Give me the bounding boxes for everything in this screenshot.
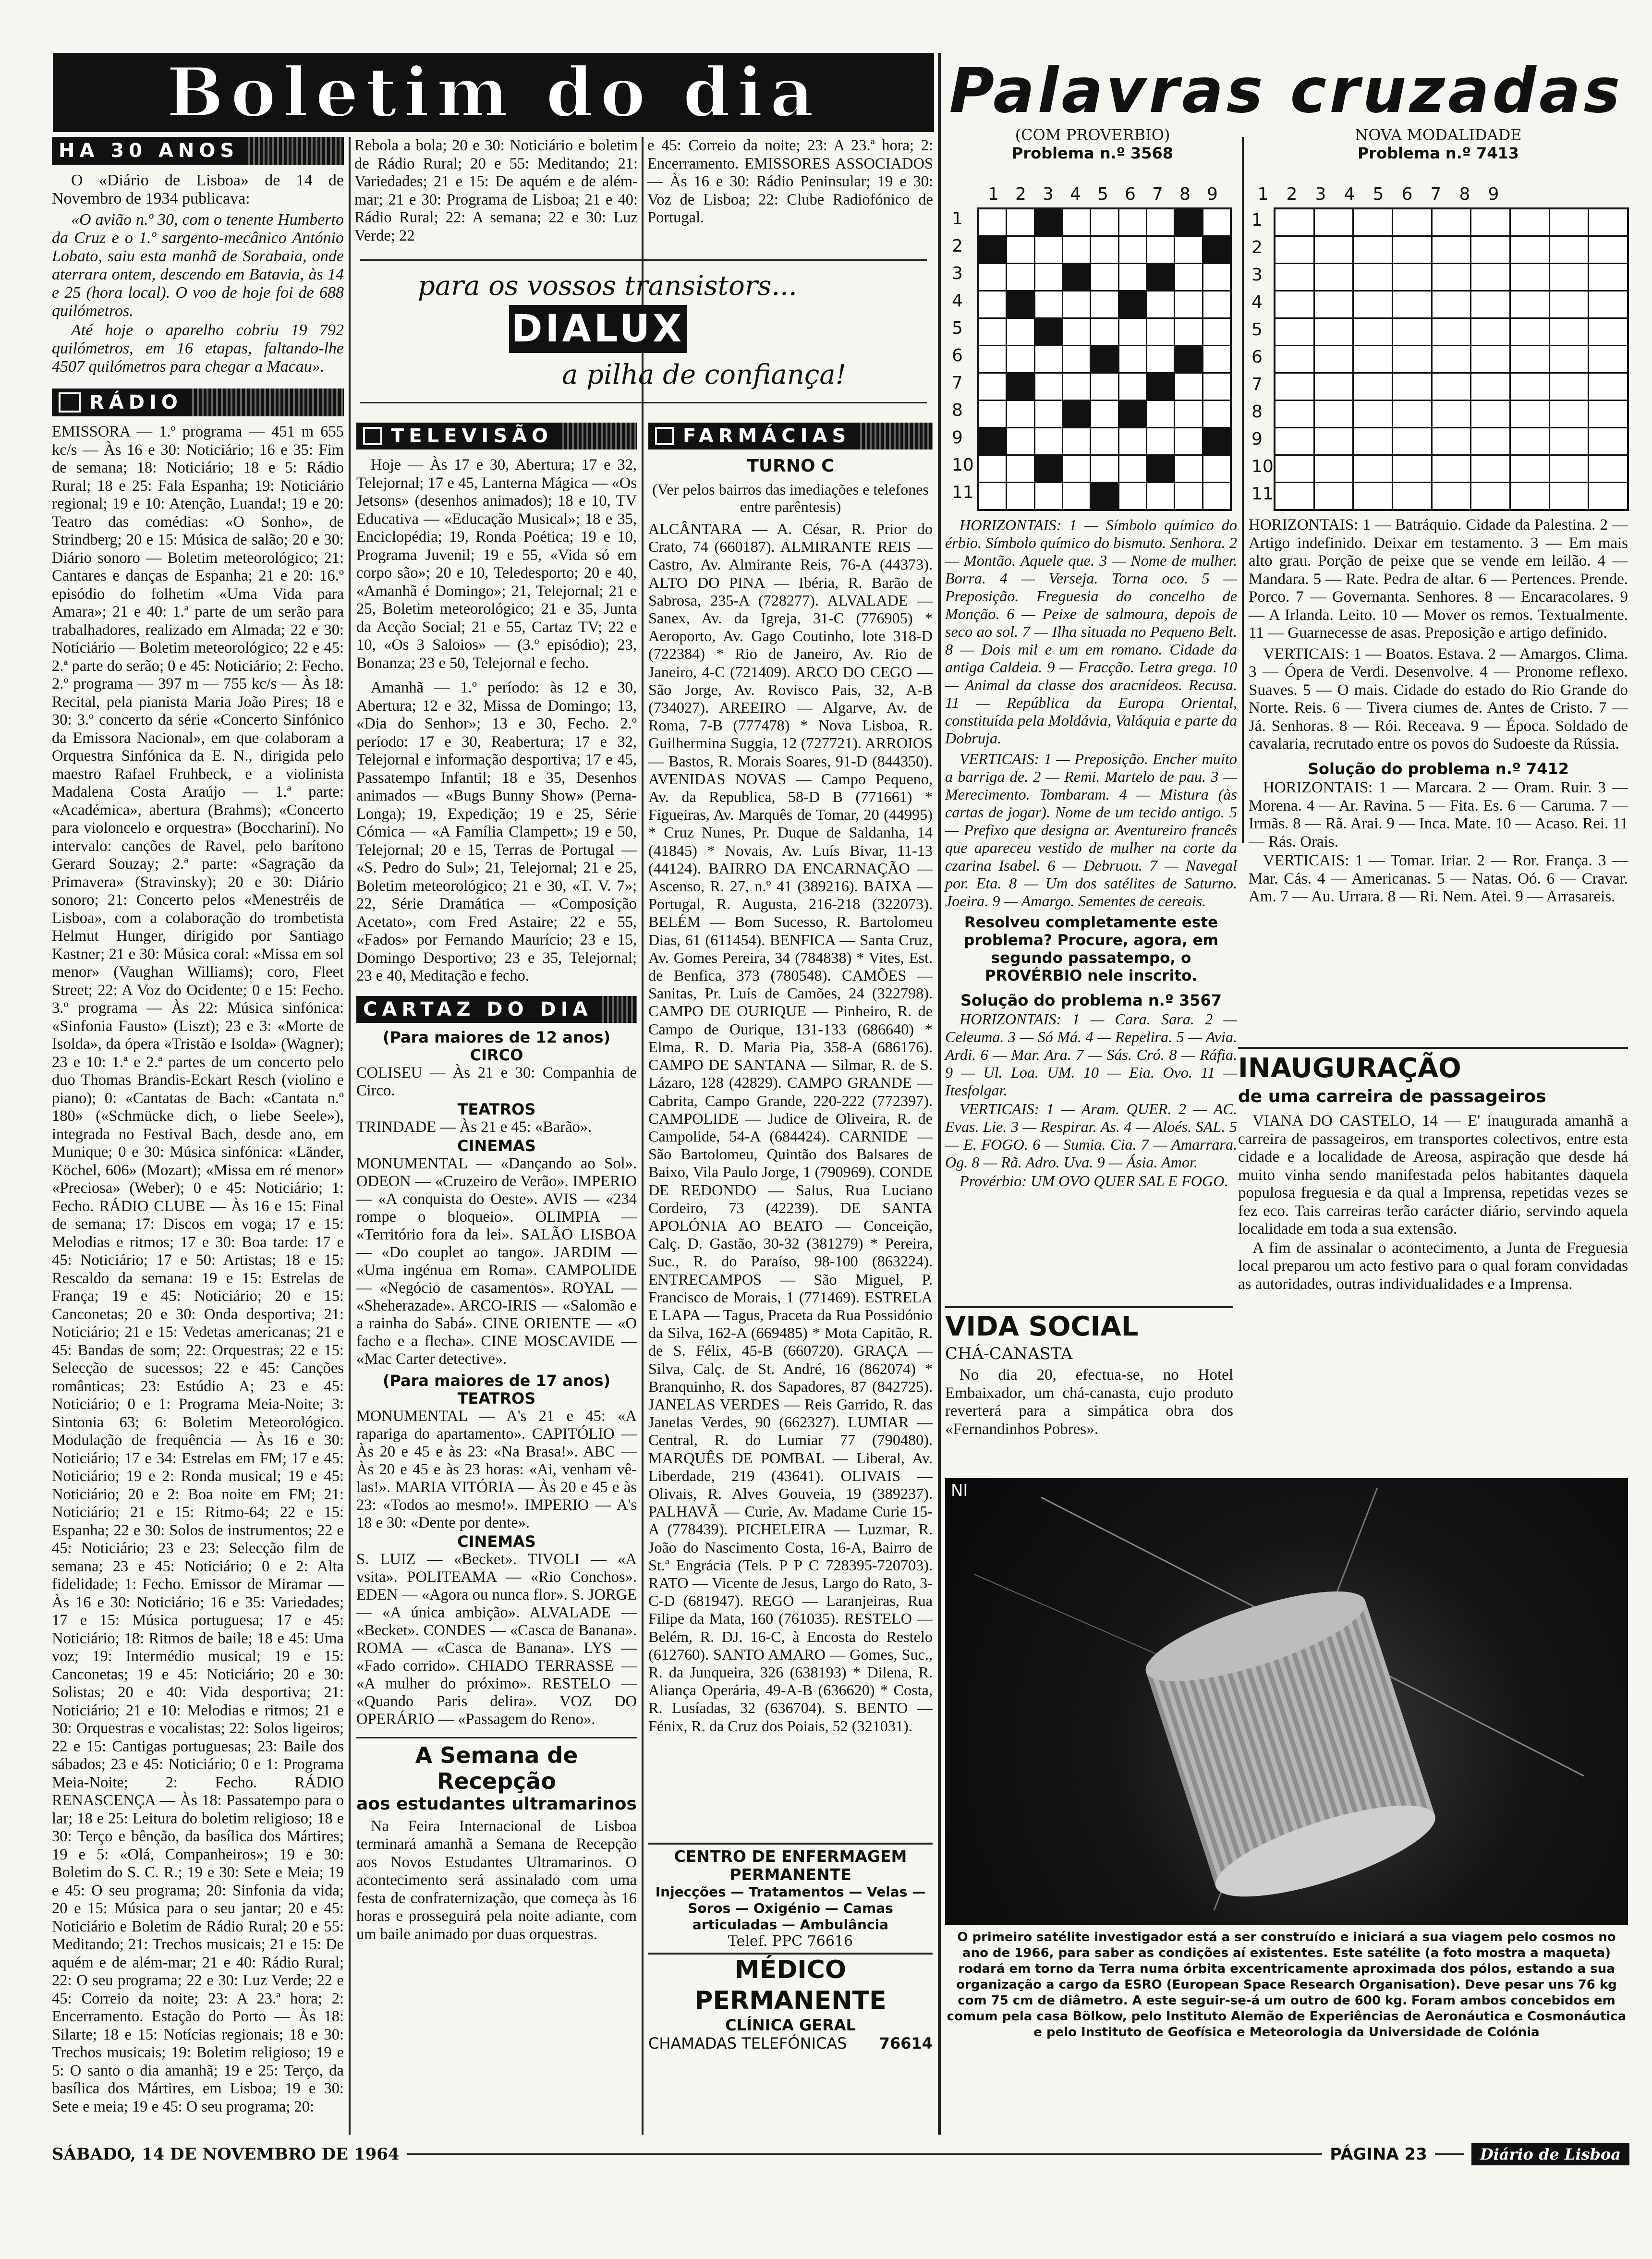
cw1-col-numbers: 1 2 3 4 5 6 7 8 9 [988, 184, 1218, 204]
cw1-solution-title: Solução do problema n.º 3567 [960, 991, 1222, 1009]
crossword-cell[interactable] [1063, 237, 1090, 263]
crossword-cell[interactable] [1175, 374, 1202, 400]
crossword-cell[interactable] [1007, 483, 1033, 509]
satellite-photo [945, 1478, 1628, 1925]
tv-header [356, 423, 637, 449]
section-cinemas: CINEMAS [457, 1136, 536, 1155]
crossword-cell[interactable] [1007, 401, 1033, 427]
crossword-cell[interactable] [1550, 374, 1588, 400]
crossword-cell[interactable] [1203, 209, 1230, 235]
age-rating-17: (Para maiores de 17 anos) [382, 1371, 611, 1390]
crossword-cell[interactable] [1315, 374, 1353, 400]
crossword-cell[interactable] [1433, 346, 1470, 372]
footer [52, 2141, 1629, 2168]
medico-number: 76614 [879, 2034, 933, 2053]
teatros-17-listing: MONUMENTAL — A's 21 e 45: «A rapariga do apartamento». CAPITÓLIO — Às 20 e 45 e às 23: «Na Brasa!». ABC — Às 20 e 45 e às 23 horas: «Ai, venham vê-las!». MARIA VITÓRIA — Às 20 e 45 e às 23: «Todos ao mesmo!». IMPERIO — A's 18 e 30: «Dente por dente». [356, 1407, 637, 1531]
crossword-cell[interactable] [1589, 264, 1627, 290]
crossword-cell[interactable] [1203, 291, 1230, 317]
cw2-verticais: VERTICAIS: 1 — Boatos. Estava. 2 — Amargos. Clima. 3 — Ópera de Verdi. Desenvolve. 4 — Pronome reflexo. Suaves. 5 — O mais. Cidade do estado do Rio Grande do Norte. Reis. 6 — Tivera ciumes de. Antes de Cristo. 7 — Já. Senhoras. 8 — Rói. Receava. 9 — Época. Soldado de cavalaria, recrutado entre os povos do Sudoeste da Rússia. [1249, 645, 1628, 753]
crossword-cell[interactable] [1063, 483, 1090, 509]
crossword-cell[interactable] [1511, 291, 1549, 317]
tv-today: Hoje — Às 17 e 30, Abertura; 17 e 32, Telejornal; 17 e 45, Lanterna Mágica — «Os Jetsons» (desenhos animados); 18 e 10, TV Educativa — «Educação Musical»; 18 e 35, Enciclopédia; 19, Ronda Poética; 19 e 10, Programa Juvenil; 19 e 55, «Vida só em corpo são»; 20 e 10, Teledesporto; 20 e 40, «Amanhã é Domingo»; 21, Telejornal; 21 e 25, Boletim meteorológico; 21 e 35, Junta da Acção Social; 21 e 55, Cartaz TV; 22 e 10, «Os 3 Saloios» — (3.º episódio); 23, Bonanza; 23 e 50, Telejornal e fecho. [356, 456, 637, 672]
crossword-cell[interactable] [1354, 428, 1392, 454]
crossword-cell[interactable] [1203, 483, 1230, 509]
crossword-cell[interactable] [1471, 264, 1509, 290]
crossword-cell[interactable] [1035, 374, 1062, 400]
crossword-cell[interactable] [1589, 428, 1627, 454]
crossword-cell[interactable] [1063, 319, 1090, 345]
crossword-cell[interactable] [1354, 209, 1392, 235]
tv-schedule [356, 456, 637, 985]
crossword-cell[interactable] [1471, 319, 1509, 345]
cw1-verticais: VERTICAIS: 1 — Preposição. Encher muito a barriga de. 2 — Remi. Martelo de pau. 3 — Merecimento. Tombaram. 4 — Mistura (às cartas de jogar). Nome de um tecido antigo. 5 — Prefixo que designa ar. Aventureiro francês que apareceu vestido de mulher na corte da czarina Isabel. 6 — Debruou. 7 — Navegal por. Eta. 8 — Um dos satélites de Saturno. Joeira. 9 — Amargo. Sementes de cereais. [945, 750, 1237, 910]
crossword-cell[interactable] [1511, 346, 1549, 372]
crossword-cell[interactable] [1511, 319, 1549, 345]
crossword-cell[interactable] [1433, 319, 1470, 345]
ad-tagline-bottom: a pilha de confiança! [562, 359, 847, 390]
cw2-col-numbers: 1 2 3 4 5 6 7 8 9 [1257, 184, 1499, 204]
radio-listings-cont: Rebola a bola; 20 e 30: Noticiário e boletim de Rádio Rural; 20 e 55: Meditando; 21: Variedades; 21 e 15: De aquém e de além-mar; 21 e 30: Programa de Lisboa; 21 e 40: Rádio Rural; 22: A semana; 22 e 30: Luz Verde; 22 [354, 137, 638, 244]
crossword-cell[interactable] [1354, 346, 1392, 372]
tv-icon [363, 427, 382, 445]
crossword-cell[interactable] [1393, 374, 1431, 400]
crossword-cell[interactable] [1433, 483, 1470, 509]
cw1-tag: (COM PROVERBIO) [1015, 126, 1170, 144]
crossword-cell[interactable] [1275, 346, 1313, 372]
enfermagem-services: Injecções — Tratamentos — Velas — Soros — Oxigénio — Camas articuladas — Ambulância [655, 1884, 926, 1932]
crossword-cell [1063, 401, 1090, 427]
crossword-cell[interactable] [1035, 483, 1062, 509]
crossword-cell[interactable] [1119, 483, 1146, 509]
turno-note: (Ver pelos bairros das imediações e telefones entre parêntesis) [652, 481, 929, 515]
cw2-row-numbers: 1 2 3 4 5 6 7 8 9 10 11 [1251, 210, 1274, 504]
radio-header [52, 389, 344, 416]
crossword-cell[interactable] [1589, 209, 1627, 235]
crossword-cell[interactable] [1471, 291, 1509, 317]
crossword-cell[interactable] [1007, 456, 1033, 482]
crossword-cell[interactable] [1315, 291, 1353, 317]
radio-listings: EMISSORA — 1.º programa — 451 m 655 kc/s — Às 16 e 30: Noticiário; 16 e 35: Fim de semana; 18: Noticiário; 18 e 5: Rádio Rural; 18 e 25: Fala Espanha; 19: Noticiário regional; 19 e 10: Atenção, Luanda!; 19 e 20: Teatro das comédias: «O Sonho», de Strindberg; 20 e 15: Música de salão; 20 e 30: Diário sonoro — Boletim meteorológico; 21: Cantares e danças de Espanha; 21 e 20: 16.º episódio do folhetim «Uma Vida para Amara»; 21 e 40: 1.ª parte de um serão para trabalhadores, realizado em Almada; 22 e 30: Noticiário — Boletim meteorológico; 22 e 45: 2.ª parte do serão; 0 e 45: Noticiário; 2: Fecho. 2.º programa — 397 m — 755 kc/s — Às 18: Recital, pela pianista Maria João Pires; 18 e 30: 3.º concerto da série «Concerto Sinfónico da Emissora Nacional», em que colaboram a Orquestra Sinfónica da E. N., dirigida pelo maestro Rafael Fruhbeck, e a violinista Madalena Costa Araújo — 1.ª parte: «Académica», abertura (Brahms); «Concerto para violoncelo e orquestra» (Bocchariní). No intervalo: canções de Ravel, pelo barítono Gerard Souzay; 2.ª parte: «Sagração da Primavera» (Stravinsky); 20 e 30: Diário sonoro; 21: Concerto pelos «Menestréis de Lisboa», com a colaboração do trombetista Helmut Hunger, dirigido por Santiago Kastner; 21 e 30: Música coral: «Missa em sol menor» (Vaughan Williams); coro, Fleet Street; 22: A Voz do Ocidente; 0 e 15: Fecho. 3.º programa — Às 22: Música sinfónica: «Sinfonia Fausto» (Liszt); 23 e 3: «Morte de Isolda», da ópera «Tristão e Isolda» (Wagner); 23 e 10: 1.ª e 2.ª partes de um concerto pelo duo Thomas Brandis-Eckart Resch (violino e piano); 0: «Cantatas de Bach: «Cantata n.º 180» («Schmücke dich, o liebe Seele»), integrada no Festival Bach, desde ano, em Munique; 0 e 30: Música sinfónica: «Länder, Köchel, 606» (Mozart); «Missa em ré menor» «Preciosa» (Weber); 0 e 45: Noticiário; 1: Fecho. RÁDIO CLUBE — Às 16 e 15: Final de semana; 17: Discos em voga; 17 e 15: Melodias e ritmos; 17 e 30: Boa tarde: 17 e 45: Noticiário; 17 e 50: Artistas; 18 e 15: Rescaldo da semana: 19 e 15: Estrelas de França; 19 e 45: Noticiário; 20 e 15: Canconetas; 20 e 30: Onda desportiva; 21: Noticiário; 21 e 15: Vedetas americanas; 21 e 45: Bandas de som; 22: Orquestras; 22 e 15: Selecção de sucessos; 22 e 45: Canções românticas; 23: Estúdio A; 23 e 45: Noticiário; 0 e 1: Programa Meia-Noite; 3: Sintonia 63; 6: Boletim Meteorológico. Modulação de frequência — Às 16 e 30: Noticiário; 17 e 34: Estrelas em FM; 17 e 45: Noticiário; 19 e 2: Ronda musical; 19 e 45: Noticiário; 20 e 2: Boa noite em FM; 21: Noticiário; 21 e 15: Ritmo-64; 22 e 15: Espanha; 22 e 30: Solos de instrumentos; 22 e 45: Noticiário; 23 e 23: Selecção film de semana; 23 e 45: Noticiário; 0 e 2: Alta fidelidade; 1: Fecho. Emissor de Miramar — Às 16 e 30: Noticiário; 16 e 35: Variedades; 17 e 15: Música portuguesa; 17 e 45: Noticiário; 18: Ritmos de baile; 18 e 45: Uma voz; 19: Intermédio musical; 19 e 15: Canconetas; 19 e 45: Noticiário; 20 e 30: Solistas; 20 e 40: Vida desportiva; 21: Noticiário; 21 e 10: Melodias e ritmos; 21 e 30: Orquestras e vocalistas; 22: Solos ligeiros; 22 e 15: Cantigas portuguesas; 23: Baile dos sábados; 23 e 45: Noticiário; 0 e 1: Programa Meia-Noite; 2: Fecho. RÁDIO RENASCENÇA — Às 18: Passatempo para o lar; 18 e 25: Leitura do boletim religioso; 18 e 30: Terço e bênção, da basílica dos Mártires; 19 e 5: «Olá, Companheiros»; 19 e 30: Boletim do S. C. R.; 19 e 30: Sete e Meia; 19 e 45: O seu programa; 20: Sinfonia da vida; 20 e 15: Música para o seu jantar; 20 e 45: Noticiário e Boletim de Rádio Rural; 20 e 55: Meditando; 21: Trechos musicais; 21 e 15: De aquém e de além-mar; 21 e 40: Rádio Rural; 22: O seu programa; 22 e 30: Luz Verde; 22 e 45: Correio da noite; 23: A 23.ª hora; 2: Encerramento. Estação do Porto — Às 18: Silarte; 18 e 15: Notícias regionais; 18 e 30: Trechos musicais; 19: Boletim religioso; 19 e 5: O santo o dia amanhã; 19 e 25: Terço, da basílica dos Mártires, em Lisboa; 19 e 30: Sete e meia; 19 e 45: O seu programa; 20: [52, 423, 344, 2115]
inauguracao-text: VIANA DO CASTELO, 14 — E' inaugurada amanhã a carreira de passageiros, em transportes colectivos, entre esta cidade e a localidade de Areosa, aspiração que desde há muito vinha sendo manifestada pelos habitantes daquela populosa freguesia e da qual a Imprensa, repetidas vezes se fez eco. Tais carreiras terão carácter diário, servindo aquela localidade em toda a sua extensão. [1238, 1112, 1628, 1238]
crossword-cell[interactable] [1007, 428, 1033, 454]
crossword-cell[interactable] [1063, 456, 1090, 482]
crossword-cell[interactable] [1007, 237, 1033, 263]
crossword-cell[interactable] [1354, 264, 1392, 290]
crossword-cell[interactable] [1147, 346, 1174, 372]
tv-label: TELEVISÃO [391, 425, 553, 447]
crossword-cell[interactable] [1393, 209, 1431, 235]
vida-social-text: No dia 20, efectua-se, no Hotel Embaixador, um chá-canasta, cujo produto reverterá para a simpática obra dos «Fernandinhos Pobres». [945, 1366, 1233, 1438]
crossword-cell[interactable] [1550, 456, 1588, 482]
cw2-solution-title: Solução do problema n.º 7412 [1307, 759, 1569, 778]
crossword-cell[interactable] [1035, 264, 1062, 290]
crossword-cell[interactable] [1471, 428, 1509, 454]
enfermagem-box [648, 1843, 933, 1955]
radio-icon [59, 392, 81, 413]
crossword-cell[interactable] [1063, 346, 1090, 372]
cw1-resolveu: Resolveu completamente este problema? Procure, agora, em segundo passatempo, o PROVÉRBIO nele inscrito. [964, 914, 1218, 984]
crossword-cell[interactable] [1035, 237, 1062, 263]
crossword-cell[interactable] [1275, 209, 1313, 235]
crossword-cell[interactable] [1275, 264, 1313, 290]
cw1-horizontais: HORIZONTAIS: 1 — Símbolo químico do érbio. Símbolo químico do bismuto. Senhora. 2 — Montão. Aquele que. 3 — Nome de mulher. Borra. 4 — Verseja. Torna oco. 5 — Preposição. Freguesia do concelho de Monção. 6 — Peixe de salmoura, depois de seco ao sol. 7 — Ilha situada no Pequeno Belt. 8 — Dois mil e um em romano. Cidade da antiga Caldeia. 9 — Fracção. Letra grega. 10 — Animal da classe dos aracnídeos. Recusa. 11 — República da Europa Oriental, constituída pela Moldávia, Valáquia e parte da Dobruja. [945, 516, 1237, 747]
crossword-cell[interactable] [1471, 456, 1509, 482]
crossword-cell[interactable] [1433, 401, 1470, 427]
section-cinemas-17: CINEMAS [457, 1532, 536, 1551]
cinemas-17-listing: S. LUIZ — «Becket». TIVOLI — «A vsita». POLITEAMA — «Rio Conchos». EDEN — «Agora ou nunca flor». S. JORGE — «A única ambição». ALVALADE — «Becket». CONDES — «Casca de Banana». ROMA — «Casca de Banana». LYS — «Fado corrido». CHIADO TERRASSE — «A mulher do próximo». RESTELO — «Quando Paris delira». VOZ DO OPERÁRIO — «Passagem do Reno». [356, 1550, 637, 1728]
farmacias-label: FARMÁCIAS [683, 425, 851, 447]
crossword-cell[interactable] [1433, 209, 1470, 235]
crossword-cell [1007, 291, 1033, 317]
crossword-cell [1147, 264, 1174, 290]
crossword-cell[interactable] [1315, 401, 1353, 427]
crossword-cell [1119, 401, 1146, 427]
cw2-clues [1249, 516, 1628, 907]
section-teatros-17: TEATROS [457, 1389, 536, 1408]
crossword-cell[interactable] [1511, 264, 1549, 290]
crossword-cell[interactable] [1393, 428, 1431, 454]
crossword-cell[interactable] [1550, 483, 1588, 509]
semana-title: A Semana de Recepção [356, 1737, 637, 1794]
crossword-cell[interactable] [1007, 209, 1033, 235]
photo-corner-mark: NI [951, 1481, 968, 1500]
crossword-cell [1203, 237, 1230, 263]
cw2-horizontais: HORIZONTAIS: 1 — Batráquio. Cidade da Palestina. 2 — Artigo indefinido. Deixar em testamento. 3 — Em mais alto grau. Porção de peixe que se vende em leilão. 4 — Mandara. 5 — Rate. Pedra de altar. 6 — Pertences. Prende. Porco. 7 — Governanta. Senhores. 8 — Encaracolares. 9 — A Irlanda. Leito. 10 — Mover os remos. Textualmente. 11 — Guarnecesse de asas. Preposição e artigo definido. [1249, 516, 1628, 642]
crossword-cell[interactable] [1063, 374, 1090, 400]
crossword-cell[interactable] [1275, 291, 1313, 317]
crossword-cell[interactable] [1550, 209, 1588, 235]
crossword-cell[interactable] [1550, 346, 1588, 372]
crossword-cell[interactable] [1147, 428, 1174, 454]
crossword-cell[interactable] [979, 209, 1006, 235]
crossword-cell[interactable] [1433, 374, 1470, 400]
crossword-cell[interactable] [1315, 428, 1353, 454]
enfermagem-phone: Telef. PPC 76616 [728, 1933, 853, 1950]
farmacias-header [648, 423, 933, 449]
crossword-cell[interactable] [1393, 264, 1431, 290]
crossword-cell[interactable] [1275, 374, 1313, 400]
crossword-cell[interactable] [1203, 319, 1230, 345]
crossword-cell[interactable] [1275, 237, 1313, 263]
dialux-logo: DIALUX [509, 305, 687, 353]
dialux-ad [360, 259, 927, 403]
inauguracao-text2: A fim de assinalar o acontecimento, a Junta de Freguesia local preparou um acto festivo para o qual foram convidadas as autoridades, outras individualidades e a Imprensa. [1238, 1239, 1628, 1293]
crossword-cell[interactable] [1275, 456, 1313, 482]
radio-label: RÁDIO [89, 391, 182, 413]
crossword-cell[interactable] [1119, 428, 1146, 454]
pharmacy-icon [655, 427, 674, 445]
crossword-cell [1007, 374, 1033, 400]
cw1-problem: Problema n.º 3568 [1011, 144, 1174, 162]
crossword-cell [1119, 291, 1146, 317]
ha30-quote-end: Até hoje o aparelho cobriu 19 792 quilómetros, em 16 etapas, faltando-lhe 4507 quilómetros para chegar a Macau». [52, 321, 344, 376]
cw2-tag: NOVA MODALIDADE [1355, 126, 1522, 144]
footer-date: SÁBADO, 14 DE NOVEMBRO DE 1964 [52, 2145, 400, 2164]
column-rule [642, 137, 644, 2135]
crossword-cell[interactable] [1119, 346, 1146, 372]
crossword-cell [1203, 428, 1230, 454]
crossword-cell[interactable] [1035, 428, 1062, 454]
crossword-cell[interactable] [1275, 428, 1313, 454]
crossword-cell[interactable] [1175, 237, 1202, 263]
crossword-cell[interactable] [1511, 237, 1549, 263]
crossword-cell[interactable] [979, 401, 1006, 427]
crossword-cell[interactable] [1315, 209, 1353, 235]
crossword-cell[interactable] [1511, 456, 1549, 482]
crossword-cell[interactable] [1393, 401, 1431, 427]
ha30-article [52, 171, 344, 376]
ha30-quote: «O avião n.º 30, com o tenente Humberto da Cruz e o 1.º sargento-mecânico António Lobato, saiu esta manhã de Sorabaia, onde aterrara ontem, descendo em Batavia, às 14 e 25 (hora local). O voo de hoje foi de 688 quilómetros. [52, 211, 344, 320]
crossword-cell[interactable] [1091, 428, 1118, 454]
crossword-cell[interactable] [1147, 209, 1174, 235]
crossword-cell[interactable] [1589, 319, 1627, 345]
ha30-header [52, 137, 344, 165]
crossword-cell[interactable] [979, 374, 1006, 400]
column-rule [938, 53, 941, 2135]
crossword-cell[interactable] [1175, 264, 1202, 290]
crossword-cell [979, 428, 1006, 454]
crossword-cell[interactable] [1550, 319, 1588, 345]
crossword-cell[interactable] [1589, 401, 1627, 427]
cartaz-label: CARTAZ DO DIA [363, 998, 593, 1020]
crossword-cell[interactable] [1393, 319, 1431, 345]
satellite-illustration [945, 1478, 1628, 1925]
crossword-cell [1091, 483, 1118, 509]
crossword-cell[interactable] [1471, 237, 1509, 263]
crossword-cell[interactable] [1091, 456, 1118, 482]
crossword-cell[interactable] [1550, 428, 1588, 454]
crossword-cell[interactable] [1147, 291, 1174, 317]
crossword-cell[interactable] [1203, 456, 1230, 482]
crossword-cell[interactable] [1393, 483, 1431, 509]
circo-listing: COLISEU — Às 21 e 30: Companhia de Circo. [356, 1064, 637, 1099]
column-rule [349, 137, 351, 2135]
crossword-cell[interactable] [1589, 374, 1627, 400]
tv-tomorrow: Amanhã — 1.º período: às 12 e 30, Abertura; 12 e 32, Missa de Domingo; 13, «Dia do Senhor»; 13 e 30, Fecho. 2.º período: 17 e 30, Reabertura; 17 e 32, Telejornal e informação desportiva; 17 e 45, Passatempo Infantil; 18 e 35, Desenhos animados — «Bugs Bunny Show» (Perna-Longa); 19, Expedição; 19 e 25, Série Cómica — «A Família Clampett»; 19 e 50, Telejornal; 20 e 15, Terras de Portugal — «S. Pedro do Sul»; 21, Telejornal; 21 e 25, Boletim meteorológico; 21 e 30, «T. V. 7»; 22, Série Dramática — «Composição Acetato», com Fred Astaire; 22 e 55, «Fados» por Fernando Maurício; 23 e 15, Domingo Desportivo; 23 e 35, Telejornal; 23 e 40, Meditação e fecho. [356, 679, 637, 984]
crossword-cell[interactable] [1354, 401, 1392, 427]
crossword-cell[interactable] [1433, 428, 1470, 454]
pharmacy-list: ALCÂNTARA — A. César, R. Prior do Crato, 74 (660187). ALMIRANTE REIS — Castro, Av. Almirante Reis, 76-A (44373). ALTO DO PINA — Ibéria, R. Barão de Sabrosa, 235-A (728277). ALVALADE — Sanex, Av. da Igreja, 31-C (776905) * Aeroporto, Av. Gago Coutinho, lote 318-D (722384) * Rio de Janeiro, Av. Rio de Janeiro, 4-C (721409). ARCO DO CEGO — São Jorge, Av. Rovisco Pais, 32, A-B (734027). AREEIRO — Algarve, Av. de Roma, 7-B (777478) * Nova Lisboa, R. Guilhermina Suggia, 12 (727721). ARROIOS — Bastos, R. Morais Soares, 91-D (844350). AVENIDAS NOVAS — Campo Pequeno, Av. da Republica, 58-D B (771661) * Figueiras, Av. Marquês de Tomar, 20 (44995) * Cruz Nunes, Pr. Duque de Saldanha, 14 (41845) * Novais, Av. Luís Bivar, 11-13 (44124). BAIRRO DA ENCARNAÇÃO — Ascenso, R. 27, n.º 41 (389216). BAIXA — Portugal, R. Augusta, 216-218 (322073). BELÉM — Bom Sucesso, R. Bartolomeu Dias, 61 (611454). BENFICA — Santa Cruz, Av. Gomes Pereira, 34 (784838) * Vites, Est. de Benfica, 373 (780548). CAMÕES — Sanitas, Pr. Luís de Camões, 24 (322798). CAMPO DE OURIQUE — Pinheiro, R. de Campo de Ourique, 131-133 (686640) * Elma, R. D. Maria Pia, 358-A (686176). CAMPO DE SANTANA — Silmar, R. de S. Lázaro, 128 (42829). CAMPO GRANDE — Cabrita, Campo Grande, 220-222 (772397). CAMPOLIDE — Judice de Oliveira, R. de Campolide, 54-A (684424). CARNIDE — São Bartolomeu, Quintão dos Balsares de Baixo, Vila Paulo Jorge, 1 (790969). CONDE DE REDONDO — Salus, Rua Luciano Cordeiro, 73 (42239). DE SANTA APOLÓNIA AO BEATO — Conceição, Calç. D. Gastão, 30-32 (381279) * Pereira, Suc., R. do Paraíso, 98-100 (863224). ENTRECAMPOS — São Miguel, P. Francisco de Morais, 1 (771469). ESTRELA E LAPA — Tagus, Praceta da Rua Possidónio da Silva, 162-A (669485) * Mota Capitão, R. de S. Félix, 45-B (660720). GRAÇA — Silva, Calç. de St. André, 16 (862074) * Branquinho, R. dos Sapadores, 87 (842725). JANELAS VERDES — Reis Garrido, R. das Janelas Verdes, 90 (662327). LUMIAR — Central, R. do Lumiar 77 (790480). MARQUÊS DE POMBAL — Liberal, Av. Liberdade, 219 (43641). OLIVAIS — Olivais, R. Alves Gouveia, 19 (389237). PALHAVÃ — Curie, Av. Madame Curie 15-A (778439). PICHELEIRA — Luzmar, R. João do Nascimento Costa, 16-A, Bairro de St.ª Engrácia (Tels. P P C 728395-720703). RATO — Vicente de Jesus, Largo do Rato, 3-C-D (681947). REGO — Laranjeiras, Rua Filipe da Mata, 160 (761035). RESTELO — Belém, R. DJ. 16-C, à Encosta do Restelo (612760). SANTO AMARO — Gomes, Suc., R. da Junqueira, 326 (638193) * Dilena, R. Aliança Operária, 49-A-B (636620) * Costa, R. Lusíadas, 32 (636704). S. BENTO — Fénix, R. da Cruz dos Poiais, 52 (321031). [648, 520, 933, 1735]
crossword-cell[interactable] [1275, 401, 1313, 427]
masthead-banner [53, 53, 934, 132]
crossword-cell[interactable] [1315, 264, 1353, 290]
crossword-cell[interactable] [1275, 319, 1313, 345]
crossword-cell [1035, 209, 1062, 235]
crossword-cell[interactable] [1354, 291, 1392, 317]
crossword-cell[interactable] [1393, 237, 1431, 263]
crossword-cell[interactable] [1091, 319, 1118, 345]
crossword-cell[interactable] [1063, 291, 1090, 317]
teatros-listing: TRINDADE — Às 21 e 45: «Barão». [356, 1118, 592, 1136]
crossword-cell[interactable] [1091, 264, 1118, 290]
cw1-row-numbers: 1 2 3 4 5 6 7 8 9 10 11 [952, 209, 974, 502]
crossword-cell[interactable] [1589, 346, 1627, 372]
medico-title: MÉDICO PERMANENTE [694, 1955, 887, 2015]
radio-listings-end: e 45: Correio da noite; 23: A 23.ª hora; 2: Encerramento. EMISSORES ASSOCIADOS — Às 16 e 30: Rádio Peninsular; 19 e 30: Voz de Lisboa; 22: Clube Radiofónico de Portugal. [647, 137, 933, 226]
crossword-cell[interactable] [1511, 209, 1549, 235]
crossword-cell[interactable] [1471, 374, 1509, 400]
crossword-cell[interactable] [1315, 319, 1353, 345]
crossword-cell[interactable] [1063, 428, 1090, 454]
crossword-grid-7413[interactable] [1274, 207, 1629, 511]
crossword-cell[interactable] [1393, 291, 1431, 317]
masthead-title: Boletim do dia [166, 52, 821, 133]
crossword-cell[interactable] [1589, 291, 1627, 317]
crossword-cell[interactable] [1354, 483, 1392, 509]
footer-page: PÁGINA 23 [1330, 2145, 1427, 2164]
semana-subtitle: aos estudantes ultramarinos [356, 1794, 637, 1814]
crossword-cell[interactable] [979, 483, 1006, 509]
crossword-cell[interactable] [1147, 319, 1174, 345]
crossword-cell[interactable] [1007, 319, 1033, 345]
column-rule [1242, 137, 1244, 843]
crossword-cell[interactable] [1433, 456, 1470, 482]
cw1-clues [945, 516, 1237, 1191]
crossword-cell[interactable] [1091, 237, 1118, 263]
photo-caption: O primeiro satélite investigador está a ser construído e iniciará a sua viagem pelo cosmos no ano de 1966, para saber as condições aí existentes. Este satélite (a foto mostra a maqueta) rodará em torno da Terra numa órbita excentricamente aproximada dos pólos, estando a sua organização a cargo da ESRO (European Space Research Organisation). Deve pesar uns 76 kg com 75 cm de diâmetro. A este seguir-se-á um outro de 600 kg. Foram ambos concebidos em comum pela casa Bölkow, pelo Instituto Alemão de Experiências de Aeronáutica e Cosmonáutica e pelo Instituto de Geofísica e Meteorologia da Universidade de Colónia [947, 1930, 1627, 2040]
crossword-cell[interactable] [1175, 401, 1202, 427]
vida-social-title: VIDA SOCIAL [945, 1306, 1233, 1342]
crossword-cell[interactable] [1589, 456, 1627, 482]
crossword-cell[interactable] [1471, 483, 1509, 509]
section-teatros: TEATROS [457, 1100, 536, 1118]
crossword-cell[interactable] [1035, 291, 1062, 317]
crossword-cell[interactable] [1550, 264, 1588, 290]
crossword-cell[interactable] [979, 319, 1006, 345]
age-rating-12: (Para maiores de 12 anos) [382, 1028, 611, 1046]
inauguracao-title: INAUGURAÇÃO [1238, 1047, 1628, 1084]
crossword-cell[interactable] [1393, 456, 1431, 482]
crossword-grid-3568[interactable] [977, 207, 1232, 511]
crossword-cell[interactable] [1315, 346, 1353, 372]
crossword-cell[interactable] [1315, 483, 1353, 509]
ad-tagline-top: para os vossos transistors... [418, 270, 797, 302]
vida-social-sub: CHÁ-CANASTA [945, 1344, 1073, 1363]
crossword-cell[interactable] [1119, 456, 1146, 482]
crossword-cell[interactable] [1511, 401, 1549, 427]
crossword-cell[interactable] [1511, 483, 1549, 509]
crossword-cell[interactable] [1119, 209, 1146, 235]
crossword-cell[interactable] [979, 456, 1006, 482]
cinemas-listing: MONUMENTAL — «Dançando ao Sol». ODEON — «Cruzeiro de Verão». IMPERIO — «A conquista do Oeste». AVIS — «234 rompe o bloqueio». OLIMPIA — «Território fora da lei». SALÃO LISBOA — «Do couplet ao tango». JARDIM — «Uma ingénua em Roma». CAMPOLIDE — «Negócio de casamentos». ROYAL — «Sheherazade». ARCO-IRIS — «Salomão e a rainha do Sabá». CINE ORIENTE — «O facho e a flecha». CINE MOSCAVIDE — «Mac Carter detective». [356, 1154, 637, 1368]
crossword-cell[interactable] [1175, 456, 1202, 482]
crossword-cell[interactable] [1091, 209, 1118, 235]
crossword-cell[interactable] [1119, 374, 1146, 400]
crossword-cell[interactable] [1433, 291, 1470, 317]
crossword-cell[interactable] [1175, 483, 1202, 509]
crossword-cell[interactable] [1433, 264, 1470, 290]
crossword-cell[interactable] [1035, 346, 1062, 372]
crossword-cell[interactable] [1550, 237, 1588, 263]
crossword-cell[interactable] [1091, 291, 1118, 317]
crossword-cell[interactable] [1203, 346, 1230, 372]
crossword-cell[interactable] [1119, 237, 1146, 263]
crossword-cell[interactable] [1147, 237, 1174, 263]
crossword-cell [1175, 346, 1202, 372]
crossword-cell [1035, 319, 1062, 345]
enfermagem-title: CENTRO DE ENFERMAGEM PERMANENTE [674, 1847, 907, 1884]
cartaz-header [356, 996, 637, 1023]
crossword-cell[interactable] [979, 264, 1006, 290]
crossword-cell [1035, 456, 1062, 482]
crossword-cell [1175, 209, 1202, 235]
crossword-cell[interactable] [979, 346, 1006, 372]
crossword-cell [1147, 456, 1174, 482]
crossword-cell[interactable] [1007, 346, 1033, 372]
crossword-cell[interactable] [1119, 319, 1146, 345]
crossword-cell [1091, 346, 1118, 372]
crossword-cell[interactable] [1091, 401, 1118, 427]
crossword-cell[interactable] [1175, 319, 1202, 345]
crossword-cell[interactable] [1147, 401, 1174, 427]
crossword-cell[interactable] [1433, 237, 1470, 263]
crossword-cell[interactable] [1147, 483, 1174, 509]
crossword-cell[interactable] [1315, 456, 1353, 482]
crossword-cell[interactable] [1550, 291, 1588, 317]
crossword-cell[interactable] [1035, 401, 1062, 427]
crossword-cell[interactable] [1471, 401, 1509, 427]
crossword-cell[interactable] [1550, 401, 1588, 427]
inauguracao-subtitle: de uma carreira de passageiros [1238, 1087, 1546, 1106]
cw2-solution-h: HORIZONTAIS: 1 — Marcara. 2 — Oram. Ruir. 3 — Morena. 4 — Ar. Ravina. 5 — Fita. Es. 6 — Caruma. 7 — Irmãs. 8 — Rã. Arai. 9 — Inca. Mate. 10 — Acaso. Rei. 11 — Rás. Orais. [1249, 779, 1628, 850]
crossword-cell[interactable] [1511, 374, 1549, 400]
crossword-title: Palavras cruzadas [949, 55, 1623, 127]
medico-calls: CHAMADAS TELEFÓNICAS [648, 2034, 847, 2053]
crossword-cell[interactable] [1471, 346, 1509, 372]
crossword-cell[interactable] [1393, 346, 1431, 372]
turno-title: TURNO C [747, 456, 834, 476]
crossword-cell[interactable] [1315, 237, 1353, 263]
crossword-cell[interactable] [1119, 264, 1146, 290]
crossword-cell[interactable] [1354, 237, 1392, 263]
crossword-cell[interactable] [1471, 209, 1509, 235]
crossword-cell[interactable] [1354, 456, 1392, 482]
crossword-cell[interactable] [1203, 401, 1230, 427]
ha30-intro: O «Diário de Lisboa» de 14 de Novembro de 1934 publicava: [52, 171, 344, 207]
crossword-cell[interactable] [1203, 264, 1230, 290]
crossword-cell[interactable] [1354, 374, 1392, 400]
crossword-cell[interactable] [1511, 428, 1549, 454]
crossword-cell[interactable] [1589, 237, 1627, 263]
ha30-label: HA 30 ANOS [59, 140, 239, 162]
cw2-problem: Problema n.º 7413 [1357, 144, 1519, 162]
crossword-cell[interactable] [1175, 291, 1202, 317]
crossword-cell [1147, 374, 1174, 400]
crossword-cell[interactable] [1175, 428, 1202, 454]
medico-sub: CLÍNICA GERAL [725, 2016, 856, 2034]
crossword-cell[interactable] [1063, 209, 1090, 235]
crossword-cell[interactable] [1203, 374, 1230, 400]
crossword-cell[interactable] [1007, 264, 1033, 290]
crossword-cell[interactable] [1091, 374, 1118, 400]
crossword-cell[interactable] [1354, 319, 1392, 345]
semana-text: Na Feira Internacional de Lisboa terminará amanhã a Semana de Recepção aos Novos Estudantes Ultramarinos. O acontecimento será assinalado com uma festa de confraternização, que começa às 16 horas e prosseguirá pela noite adiante, com um baile animado por duas orquestras. [356, 1817, 637, 1943]
cw1-proverbio: Provérbio: UM OVO QUER SAL E FOGO. [960, 1172, 1228, 1190]
cartaz-listings [356, 1029, 637, 1728]
crossword-cell[interactable] [979, 291, 1006, 317]
footer-logo: Diário de Lisboa [1471, 2143, 1629, 2165]
cw2-solution-v: VERTICAIS: 1 — Tomar. Iriar. 2 — Ror. França. 3 — Mar. Cás. 4 — Americanas. 5 — Natas. Oó. 6 — Cravar. Am. 7 — Au. Urrara. 8 — Ri. Nem. Atei. 9 — Arrasareis. [1249, 852, 1628, 905]
section-circo: CIRCO [470, 1045, 523, 1064]
cw1-solution-h: HORIZONTAIS: 1 — Cara. Sara. 2 — Celeuma. 3 — Só Má. 4 — Repelira. 5 — Avia. Ardi. 6 — Mar. Ara. 7 — Sás. Cró. 8 — Ráfia. 9 — Ul. Loa. UM. 10 — Eia. Ovo. 11 — Itesfolgar. [945, 1010, 1237, 1099]
crossword-cell [979, 237, 1006, 263]
crossword-cell[interactable] [1275, 483, 1313, 509]
cw1-solution-v: VERTICAIS: 1 — Aram. QUER. 2 — AC. Evas. Lie. 3 — Respirar. As. 4 — Aloés. SAL. 5 — E. FOGO. 6 — Sumia. Cia. 7 — Amarrara. Og. 8 — Rã. Adro. Uva. 9 — Ásia. Amor. [945, 1100, 1237, 1171]
crossword-cell [1063, 264, 1090, 290]
crossword-cell[interactable] [1589, 483, 1627, 509]
